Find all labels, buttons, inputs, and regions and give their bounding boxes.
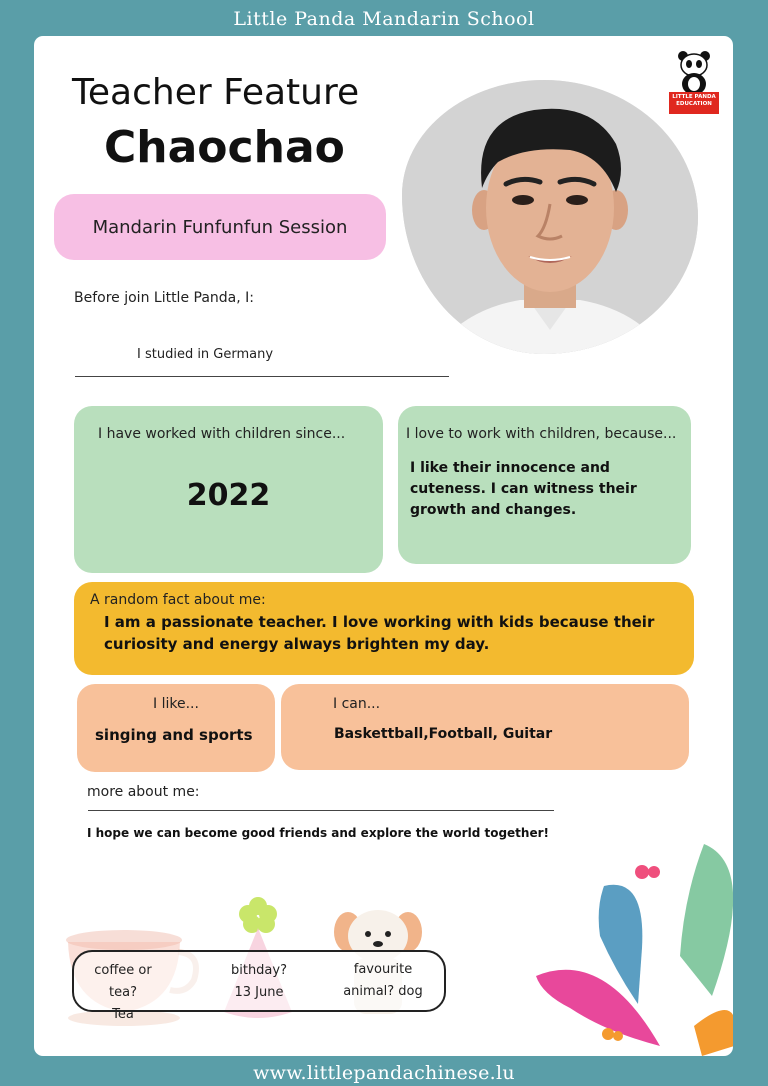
drink-fact	[80, 960, 166, 1026]
teacher-photo	[402, 80, 698, 354]
session-badge	[54, 194, 386, 260]
can-value: Baskettball,Football, Guitar	[334, 726, 553, 742]
since-label: I have worked with children since...	[98, 426, 346, 442]
drink-answer: Tea	[112, 1007, 134, 1022]
school-name: Little Panda Mandarin School	[233, 8, 535, 30]
since-year: 2022	[186, 478, 271, 513]
teacher-name: Chaochao	[104, 122, 345, 173]
animal-question: favourite	[353, 962, 413, 977]
like-label: I like...	[153, 696, 199, 712]
quick-facts-bar	[72, 950, 446, 1022]
birthday-question: bithday?	[230, 963, 287, 978]
more-label: more about me:	[87, 784, 200, 800]
divider-line	[75, 376, 449, 377]
can-box	[281, 684, 689, 770]
animal-answer: animal? dog	[343, 984, 423, 999]
like-box	[77, 684, 275, 772]
love-text: I like their innocence and cuteness. I can witness their growth and changes.	[410, 460, 637, 518]
floral-decoration	[534, 836, 733, 1056]
love-box	[398, 406, 691, 564]
website-link[interactable]: www.littlepandachinese.lu	[253, 1062, 515, 1084]
random-fact-box	[74, 582, 694, 675]
since-box	[74, 406, 383, 573]
before-label: Before join Little Panda, I:	[74, 290, 254, 306]
more-text: I hope we can become good friends and explore the world together!	[87, 826, 549, 840]
before-value: I studied in Germany	[137, 347, 274, 362]
session-label: Mandarin Funfunfun Session	[92, 216, 348, 238]
love-label: I love to work with children, because...	[406, 426, 677, 442]
animal-fact	[328, 959, 438, 1003]
feature-title: Teacher Feature	[72, 72, 360, 113]
school-logo	[669, 48, 719, 114]
logo-text-line2: EDUCATION	[676, 101, 712, 107]
teacher-feature-card	[34, 36, 733, 1056]
drink-question: coffee or tea?	[94, 963, 152, 1000]
birthday-answer: 13 June	[234, 985, 284, 1000]
divider-line	[88, 810, 554, 811]
fact-text: I am a passionate teacher. I love working with kids because their curiosity and energy always brighten my day.	[104, 613, 655, 653]
like-value: singing and sports	[95, 726, 253, 744]
logo-text-line1: LITTLE PANDA	[672, 94, 716, 100]
can-label: I can...	[333, 696, 381, 712]
fact-label: A random fact about me:	[90, 592, 266, 608]
birthday-fact	[224, 960, 294, 1004]
